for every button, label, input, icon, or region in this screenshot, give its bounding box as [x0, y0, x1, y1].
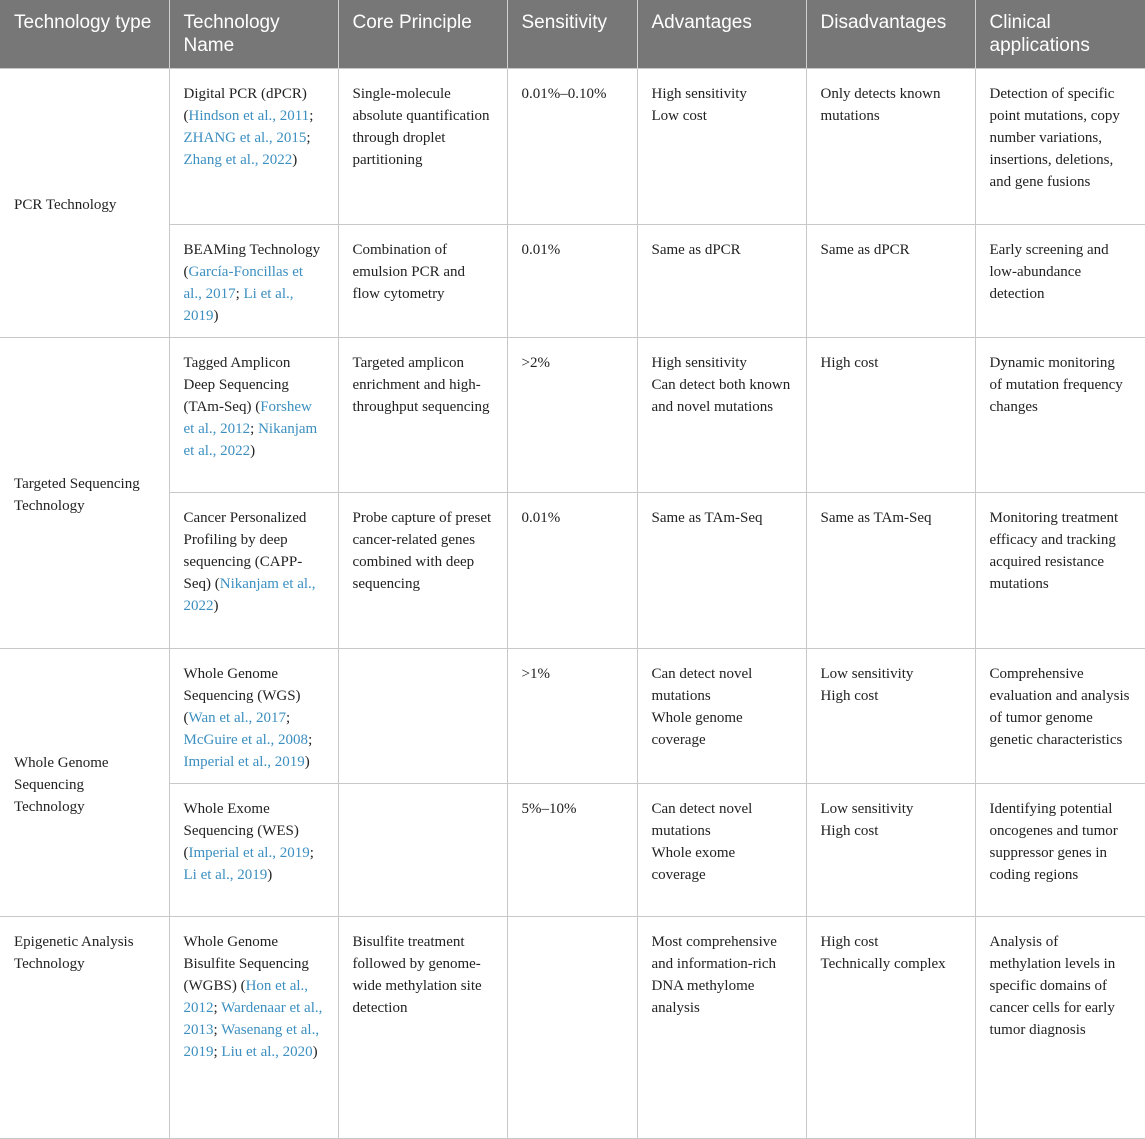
technology-name-cell	[169, 493, 338, 649]
sensitivity-cell: >1%	[507, 649, 637, 784]
advantage-line: Can detect both known and novel mutations	[651, 377, 791, 415]
disadvantage-line: High cost	[820, 355, 879, 371]
table-row	[0, 784, 1145, 917]
citation-link[interactable]: Zhang et al., 2022	[183, 152, 293, 168]
technology-type-cell: Epigenetic Analysis Technology	[0, 917, 169, 1139]
name-text: (	[183, 845, 189, 861]
name-text: Digital PCR (dPCR)	[183, 86, 307, 102]
advantage-line: Can detect novel mutations	[651, 801, 753, 839]
header-core-principle: Core Principle	[338, 0, 507, 69]
core-principle-cell: Probe capture of preset cancer-related genes combined with deep sequencing	[338, 493, 507, 649]
citation-link[interactable]: ZHANG et al., 2015	[183, 130, 307, 146]
technology-name-cell	[169, 69, 338, 225]
sensitivity-cell	[507, 917, 637, 1139]
header-technology-type: Technology type	[0, 0, 169, 69]
table-row	[0, 493, 1145, 649]
name-text: )	[213, 308, 219, 324]
technology-name-cell	[169, 917, 338, 1139]
disadvantage-line: Technically complex	[820, 956, 946, 972]
citation-link[interactable]: Nikanjam et al., 2022	[183, 421, 318, 459]
core-principle-cell: Bisulfite treatment followed by genome-wide methylation site detection	[338, 917, 507, 1139]
header-technology-name: Technology Name	[169, 0, 338, 69]
core-principle-cell: Combination of emulsion PCR and flow cytometry	[338, 225, 507, 338]
header-disadvantages: Disadvantages	[806, 0, 975, 69]
name-text: )	[267, 867, 273, 883]
name-text: (	[183, 710, 189, 726]
disadvantage-line: High cost	[820, 823, 879, 839]
sensitivity-cell: 0.01%–0.10%	[507, 69, 637, 225]
core-principle-cell: Targeted amplicon enrichment and high-throughput sequencing	[338, 338, 507, 493]
header-advantages: Advantages	[637, 0, 806, 69]
disadvantages-cell	[806, 917, 975, 1139]
disadvantage-line: Low sensitivity	[820, 801, 914, 817]
disadvantages-cell	[806, 649, 975, 784]
sensitivity-cell: 0.01%	[507, 225, 637, 338]
table-row	[0, 917, 1145, 1139]
disadvantages-cell	[806, 225, 975, 338]
name-text: ;	[309, 845, 314, 861]
name-text: ;	[250, 421, 259, 437]
disadvantage-line: Only detects known mutations	[820, 86, 941, 124]
disadvantage-line: Low sensitivity	[820, 666, 914, 682]
citation-link[interactable]: Imperial et al., 2019	[183, 754, 305, 770]
disadvantage-line: High cost	[820, 934, 879, 950]
sensitivity-cell: >2%	[507, 338, 637, 493]
citation-link[interactable]: Liu et al., 2020	[221, 1044, 313, 1060]
citation-link[interactable]: Li et al., 2019	[183, 867, 268, 883]
citation-link[interactable]: McGuire et al., 2008	[183, 732, 309, 748]
clinical-applications-cell: Comprehensive evaluation and analysis of tumor genome genetic characteristics	[975, 649, 1145, 784]
advantages-cell	[637, 784, 806, 917]
name-text: (	[255, 399, 261, 415]
citation-link[interactable]: Wan et al., 2017	[188, 710, 287, 726]
name-text: ;	[213, 1044, 222, 1060]
name-text: ;	[213, 1022, 222, 1038]
advantage-line: High sensitivity	[651, 355, 747, 371]
table-row	[0, 69, 1145, 225]
disadvantages-cell	[806, 493, 975, 649]
advantage-line: Most comprehensive and information-rich DNA methylome analysis	[651, 934, 777, 1016]
core-principle-cell	[338, 649, 507, 784]
disadvantages-cell	[806, 69, 975, 225]
clinical-applications-cell: Dynamic monitoring of mutation frequency changes	[975, 338, 1145, 493]
header-sensitivity: Sensitivity	[507, 0, 637, 69]
advantages-cell	[637, 917, 806, 1139]
technology-name-cell	[169, 338, 338, 493]
advantages-cell	[637, 338, 806, 493]
technology-name-cell	[169, 649, 338, 784]
advantages-cell	[637, 649, 806, 784]
advantage-line: Whole exome coverage	[651, 845, 736, 883]
technology-type-cell: PCR Technology	[0, 69, 169, 338]
name-text: )	[304, 754, 310, 770]
citation-link[interactable]: Hindson et al., 2011	[188, 108, 310, 124]
disadvantage-line: Same as TAm-Seq	[820, 510, 932, 526]
clinical-applications-cell: Detection of specific point mutations, copy number variations, insertions, deletions, and gene fusions	[975, 69, 1145, 225]
name-text: Tagged Amplicon Deep Sequencing (TAm-Seq)	[183, 355, 291, 415]
name-text: )	[213, 598, 219, 614]
name-text: Whole Exome Sequencing (WES)	[183, 801, 299, 839]
table-row	[0, 338, 1145, 493]
citation-link[interactable]: Hon et al., 2012	[183, 978, 309, 1016]
clinical-applications-cell: Early screening and low-abundance detection	[975, 225, 1145, 338]
table-row	[0, 649, 1145, 784]
advantage-line: Low cost	[651, 108, 707, 124]
name-text: BEAMing Technology	[183, 242, 321, 258]
technology-name-cell	[169, 225, 338, 338]
name-text: ;	[306, 130, 311, 146]
citation-link[interactable]: Li et al., 2019	[183, 286, 294, 324]
name-text: ;	[309, 108, 314, 124]
name-text: (	[183, 108, 189, 124]
disadvantages-cell	[806, 338, 975, 493]
sensitivity-cell: 5%–10%	[507, 784, 637, 917]
clinical-applications-cell: Identifying potential oncogenes and tumor suppressor genes in coding regions	[975, 784, 1145, 917]
name-text: ;	[286, 710, 291, 726]
core-principle-cell	[338, 784, 507, 917]
name-text: Whole Genome Bisulfite Sequencing (WGBS)	[183, 934, 309, 994]
sensitivity-cell: 0.01%	[507, 493, 637, 649]
disadvantage-line: High cost	[820, 688, 879, 704]
technology-type-cell: Targeted Sequencing Technology	[0, 338, 169, 649]
header-row	[0, 0, 1145, 69]
advantage-line: Same as TAm-Seq	[651, 510, 763, 526]
name-text: (	[214, 576, 220, 592]
technology-type-cell: Whole Genome Sequencing Technology	[0, 649, 169, 917]
disadvantages-cell	[806, 784, 975, 917]
advantage-line: Whole genome coverage	[651, 710, 743, 748]
name-text: Cancer Personalized Profiling by deep sequencing (CAPP-Seq)	[183, 510, 307, 592]
citation-link[interactable]: Imperial et al., 2019	[188, 845, 310, 861]
name-text: Whole Genome Sequencing (WGS)	[183, 666, 301, 704]
citation-link[interactable]: García-Foncillas et al., 2017	[183, 264, 304, 302]
clinical-applications-cell: Analysis of methylation levels in specific domains of cancer cells for early tumor diagnosis	[975, 917, 1145, 1139]
name-text: (	[240, 978, 246, 994]
advantages-cell	[637, 69, 806, 225]
name-text: ;	[308, 732, 313, 748]
name-text: )	[312, 1044, 318, 1060]
citation-link[interactable]: Nikanjam et al., 2022	[183, 576, 316, 614]
advantages-cell	[637, 493, 806, 649]
name-text: ;	[213, 1000, 222, 1016]
technology-name-cell	[169, 784, 338, 917]
clinical-applications-cell: Monitoring treatment efficacy and tracking acquired resistance mutations	[975, 493, 1145, 649]
advantage-line: High sensitivity	[651, 86, 747, 102]
advantages-cell	[637, 225, 806, 338]
disadvantage-line: Same as dPCR	[820, 242, 910, 258]
table-row	[0, 225, 1145, 338]
core-principle-cell: Single-molecule absolute quantification through droplet partitioning	[338, 69, 507, 225]
advantage-line: Same as dPCR	[651, 242, 741, 258]
citation-link[interactable]: Wasenang et al., 2019	[183, 1022, 320, 1060]
name-text: )	[250, 443, 256, 459]
citation-link[interactable]: Wardenaar et al., 2013	[183, 1000, 323, 1038]
advantage-line: Can detect novel mutations	[651, 666, 753, 704]
name-text: (	[183, 264, 189, 280]
name-text: ;	[235, 286, 244, 302]
table-body	[0, 69, 1145, 1139]
citation-link[interactable]: Forshew et al., 2012	[183, 399, 312, 437]
header-clinical-applications: Clinical applications	[975, 0, 1145, 69]
name-text: )	[292, 152, 298, 168]
